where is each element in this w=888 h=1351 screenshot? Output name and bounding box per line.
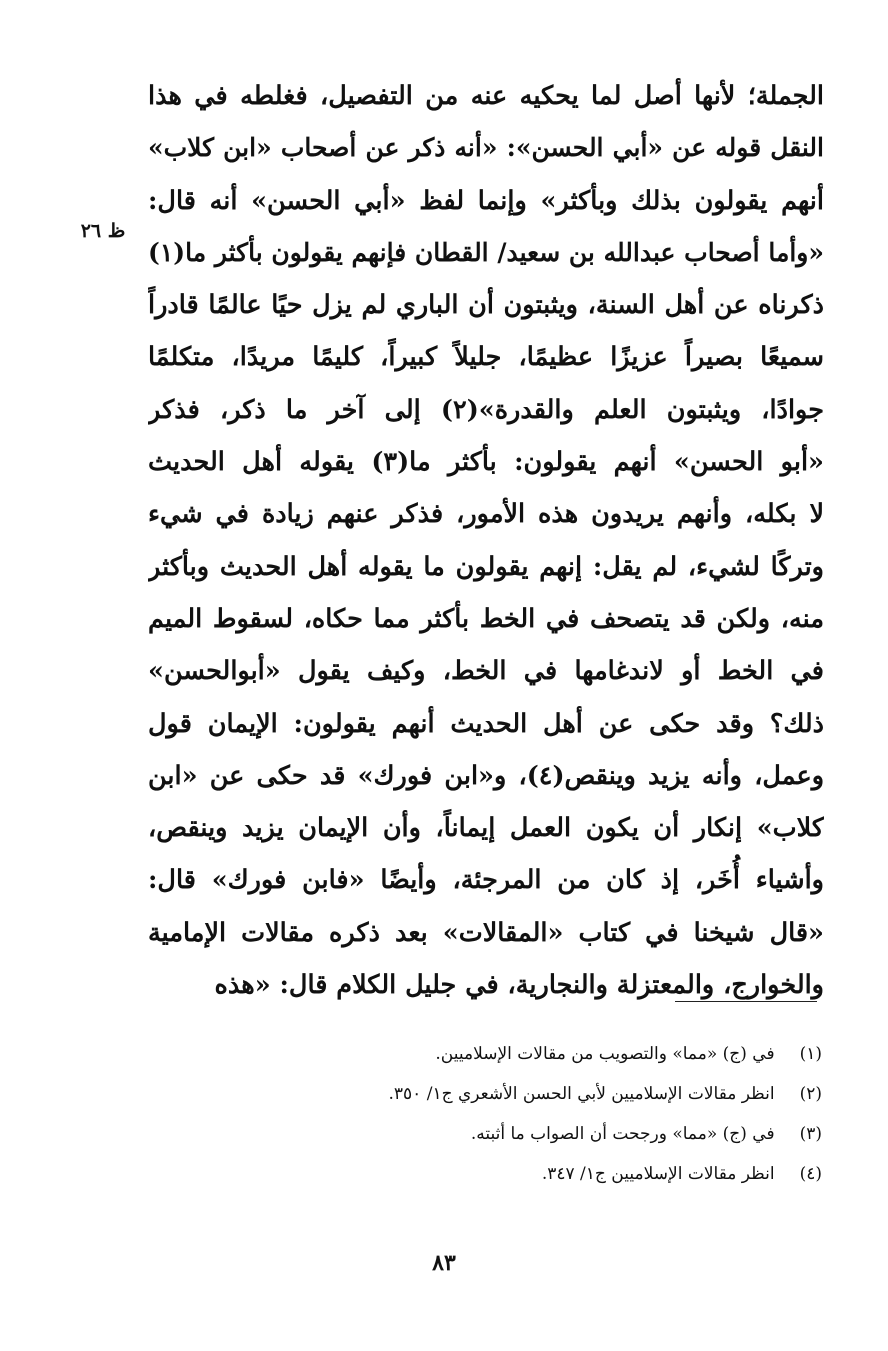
footnote-text: في (ج) «مما» ورجحت أن الصواب ما أثبته. xyxy=(470,1124,775,1144)
footnote-number: (٤) xyxy=(799,1164,822,1184)
footnote xyxy=(200,1034,822,1074)
footnotes xyxy=(200,1034,822,1194)
body-text xyxy=(148,70,824,1011)
footnote xyxy=(200,1074,822,1114)
manuscript-folio-marker: ظ ٢٦ xyxy=(80,220,126,242)
body-line: وعمل، وأنه يزيد وينقص(٤)، و«ابن فورك» قد حكى عن «ابن xyxy=(148,760,824,791)
footnote-text: في (ج) «مما» والتصويب من مقالات الإسلاميين. xyxy=(435,1044,775,1064)
body-line: منه، ولكن قد يتصحف في الخط بأكثر مما حكاه، لسقوط الميم xyxy=(148,603,824,634)
body-line: لا بكله، وأنهم يريدون هذه الأمور، فذكر عنهم زيادة في شيء xyxy=(148,499,824,530)
body-line: كلاب» إنكار أن يكون العمل إيماناً، وأن الإيمان يزيد وينقص، xyxy=(148,813,824,844)
body-line: «وأما أصحاب عبدالله بن سعيد/ القطان فإنهم يقولون بأكثر ما(١) xyxy=(148,237,824,267)
body-line: «أبو الحسن» أنهم يقولون: بأكثر ما(٣) يقوله أهل الحديث xyxy=(148,447,824,478)
body-line: وأشياء أُخَر، إذ كان من المرجئة، وأيضًا «فابن فورك» قال: xyxy=(148,865,824,896)
footnote-number: (١) xyxy=(799,1044,822,1064)
footnote-text: انظر مقالات الإسلاميين ج١/ ٣٤٧. xyxy=(541,1164,775,1184)
footnote-number: (٣) xyxy=(799,1124,822,1144)
body-line: النقل قوله عن «أبي الحسن»: «أنه ذكر عن أصحاب «ابن كلاب» xyxy=(148,133,824,163)
body-line: أنهم يقولون بذلك وبأكثر» وإنما لفظ «أبي الحسن» أنه قال: xyxy=(148,185,824,216)
page-number: ٨٣ xyxy=(432,1250,456,1276)
body-line: في الخط أو لاندغامها في الخط، وكيف يقول «أبوالحسن» xyxy=(148,656,824,687)
footnote-text: انظر مقالات الإسلاميين لأبي الحسن الأشعري ج١/ ٣٥٠. xyxy=(388,1084,775,1104)
body-line: والخوارج، والمعتزلة والنجارية، في جليل الكلام قال: «هذه xyxy=(214,970,824,1001)
body-line: «قال شيخنا في كتاب «المقالات» بعد ذكره مقالات الإمامية xyxy=(148,917,824,948)
body-line: جوادًا، ويثبتون العلم والقدرة»(٢) إلى آخر ما ذكر، فذكر xyxy=(148,394,824,425)
footnote-number: (٢) xyxy=(799,1084,822,1104)
footnote xyxy=(200,1154,822,1194)
body-line: وتركًا لشيء، لم يقل: إنهم يقولون ما يقوله أهل الحديث وبأكثر xyxy=(148,551,824,582)
footnote-separator xyxy=(675,1001,817,1002)
body-line: ذكرناه عن أهل السنة، ويثبتون أن الباري لم يزل حيًا عالمًا قادراً xyxy=(148,290,824,321)
body-line: ذلك؟ وقد حكى عن أهل الحديث أنهم يقولون: الإيمان قول xyxy=(148,708,824,739)
body-line: سميعًا بصيراً عزيزًا عظيمًا، جليلاً كبيراً، كليمًا مريدًا، متكلمًا xyxy=(148,342,824,373)
body-line: الجملة؛ لأنها أصل لما يحكيه عنه من التفصيل، فغلطه في هذا xyxy=(148,81,824,111)
footnote xyxy=(200,1114,822,1154)
